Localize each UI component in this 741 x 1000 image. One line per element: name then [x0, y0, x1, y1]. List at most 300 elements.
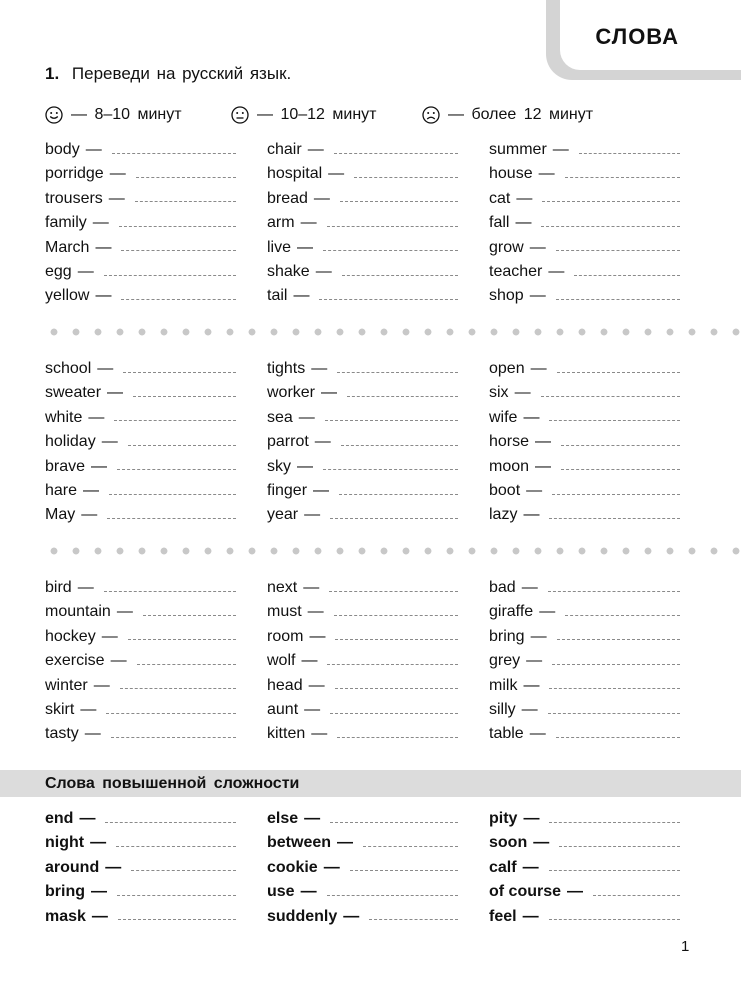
answer-line	[541, 396, 680, 397]
word-text: yellow	[45, 287, 90, 305]
answer-line	[106, 713, 236, 714]
answer-line	[119, 226, 236, 227]
word-text: egg	[45, 263, 72, 280]
word-item	[489, 625, 680, 649]
dotted-separator	[43, 327, 741, 337]
answer-line	[354, 177, 458, 178]
word-text: wife	[489, 408, 518, 426]
word-dash: —	[101, 627, 118, 645]
task-instruction	[45, 64, 291, 84]
word-text: grey	[489, 652, 521, 670]
answer-line	[557, 639, 680, 640]
word-text: giraffe	[489, 603, 534, 621]
word-dash: —	[313, 189, 330, 207]
answer-line	[323, 250, 458, 251]
word-text: feel	[489, 907, 517, 925]
word-item	[45, 211, 236, 235]
word-dash: —	[79, 810, 96, 827]
word-dash: —	[301, 652, 318, 670]
word-dash: —	[337, 834, 354, 852]
answer-line	[120, 688, 236, 689]
word-item	[45, 698, 236, 722]
timing-medium	[231, 104, 376, 126]
word-text: milk	[489, 676, 518, 694]
word-dash: —	[304, 701, 321, 718]
word-item	[267, 880, 458, 904]
answer-line	[350, 870, 458, 871]
word-text: shake	[267, 263, 310, 280]
word-dash: —	[108, 189, 125, 207]
answer-line	[556, 737, 680, 738]
word-text: hospital	[267, 165, 323, 183]
page-title: СЛОВА	[595, 24, 679, 49]
answer-line	[565, 177, 680, 178]
answer-line	[337, 372, 458, 373]
answer-line	[136, 177, 236, 178]
answer-line	[337, 737, 458, 738]
word-text: bread	[267, 189, 308, 207]
word-item	[267, 576, 458, 600]
answer-line	[133, 396, 236, 397]
timing-fast-label: — 8–10 минут	[71, 106, 182, 123]
word-text: six	[489, 384, 509, 402]
word-item	[267, 430, 458, 454]
word-text: shop	[489, 287, 524, 305]
word-text: suddenly	[267, 907, 338, 925]
word-item	[267, 600, 458, 624]
word-item	[267, 649, 458, 673]
answer-line	[128, 445, 236, 446]
word-text: calf	[489, 858, 517, 876]
word-item	[489, 576, 680, 600]
word-text: soon	[489, 834, 528, 852]
answer-line	[329, 591, 458, 592]
word-text: finger	[267, 482, 308, 499]
word-text: table	[489, 725, 524, 743]
word-dash: —	[90, 834, 107, 852]
answer-line	[128, 639, 236, 640]
word-text: between	[267, 834, 332, 852]
word-dash: —	[83, 482, 100, 499]
answer-line	[549, 518, 680, 519]
word-text: silly	[489, 701, 516, 718]
word-dash: —	[323, 858, 340, 876]
word-dash: —	[515, 214, 532, 232]
answer-line	[339, 494, 458, 495]
word-item	[267, 625, 458, 649]
word-item	[489, 381, 680, 405]
word-item	[489, 284, 680, 308]
word-dash: —	[93, 676, 110, 694]
word-item	[267, 856, 458, 880]
word-text: night	[45, 834, 85, 852]
word-item	[45, 600, 236, 624]
word-text: aunt	[267, 701, 299, 718]
word-item	[267, 381, 458, 405]
answer-line	[137, 664, 236, 665]
word-dash: —	[298, 408, 315, 426]
dotted-separator	[43, 546, 741, 556]
word-dash: —	[91, 457, 108, 475]
word-text: open	[489, 360, 525, 377]
word-dash: —	[523, 676, 540, 694]
word-item	[489, 503, 680, 527]
word-item	[267, 479, 458, 503]
word-dash: —	[107, 384, 124, 402]
word-text: live	[267, 238, 292, 256]
word-dash: —	[303, 579, 320, 596]
word-item	[45, 649, 236, 673]
answer-line	[116, 846, 236, 847]
word-text: trousers	[45, 189, 103, 207]
word-text: of course	[489, 883, 562, 901]
advanced-section-header	[0, 770, 741, 797]
word-text: chair	[267, 141, 302, 158]
word-text: body	[45, 141, 80, 158]
word-item	[267, 187, 458, 211]
word-dash: —	[304, 506, 321, 524]
word-text: grow	[489, 238, 524, 256]
word-text: wolf	[267, 652, 296, 670]
word-item	[267, 211, 458, 235]
answer-line	[561, 469, 680, 470]
word-item	[489, 187, 680, 211]
word-item	[489, 698, 680, 722]
word-item	[267, 905, 458, 929]
task-text: Переведи на русский язык.	[71, 64, 292, 83]
answer-line	[549, 420, 680, 421]
word-dash: —	[297, 238, 314, 256]
word-text: May	[45, 506, 76, 524]
word-item	[267, 831, 458, 855]
advanced-section-title: Слова повышенной сложности	[45, 774, 300, 792]
word-text: kitten	[267, 725, 306, 743]
word-dash: —	[535, 457, 552, 475]
answer-line	[548, 713, 680, 714]
word-text: end	[45, 810, 74, 827]
answer-line	[363, 846, 458, 847]
word-item	[489, 479, 680, 503]
word-text: next	[267, 579, 298, 596]
answer-line	[112, 153, 236, 154]
word-text: school	[45, 360, 92, 377]
task-number: 1.	[45, 64, 60, 83]
answer-line	[121, 250, 236, 251]
word-item	[45, 187, 236, 211]
answer-line	[548, 591, 680, 592]
timing-slow-label: — более 12 минут	[448, 106, 594, 123]
word-item	[45, 831, 236, 855]
answer-line	[541, 226, 680, 227]
word-dash: —	[80, 701, 97, 718]
word-item	[45, 406, 236, 430]
word-item	[267, 357, 458, 381]
word-item	[267, 260, 458, 284]
answer-line	[327, 895, 458, 896]
answer-line	[561, 445, 680, 446]
word-text: family	[45, 214, 87, 232]
word-dash: —	[314, 433, 331, 451]
word-dash: —	[109, 165, 126, 183]
word-item	[267, 406, 458, 430]
answer-line	[104, 591, 236, 592]
timing-medium-label: — 10–12 минут	[257, 106, 377, 123]
header-tab	[560, 0, 741, 70]
word-text: exercise	[45, 652, 105, 670]
word-text: sky	[267, 457, 291, 475]
word-dash: —	[523, 408, 540, 426]
word-dash: —	[110, 652, 127, 670]
word-text: hare	[45, 482, 78, 499]
word-dash: —	[77, 263, 94, 280]
word-item	[489, 236, 680, 260]
answer-line	[104, 275, 236, 276]
word-item	[45, 674, 236, 698]
word-dash: —	[95, 287, 112, 305]
word-text: tights	[267, 360, 306, 377]
answer-line	[341, 445, 458, 446]
answer-line	[319, 299, 458, 300]
word-dash: —	[535, 433, 552, 451]
word-item	[267, 674, 458, 698]
word-text: porridge	[45, 165, 104, 183]
word-item	[267, 698, 458, 722]
word-item	[267, 722, 458, 746]
answer-line	[118, 919, 236, 920]
sad-face-icon	[422, 106, 440, 124]
word-text: house	[489, 165, 533, 183]
word-dash: —	[293, 287, 310, 305]
word-text: cookie	[267, 858, 318, 876]
word-dash: —	[105, 858, 122, 876]
word-text: room	[267, 627, 304, 645]
word-dash: —	[552, 141, 569, 158]
answer-line	[347, 396, 458, 397]
word-item	[45, 162, 236, 186]
word-item	[45, 503, 236, 527]
word-dash: —	[313, 482, 330, 499]
word-dash: —	[526, 652, 543, 670]
word-item	[267, 807, 458, 831]
word-dash: —	[523, 810, 540, 827]
word-item	[489, 880, 680, 904]
word-dash: —	[529, 238, 546, 256]
answer-line	[574, 275, 680, 276]
word-dash: —	[95, 238, 112, 256]
answer-line	[143, 615, 236, 616]
answer-line	[369, 919, 458, 920]
answer-line	[549, 919, 680, 920]
answer-line	[549, 870, 680, 871]
word-dash: —	[307, 603, 324, 621]
word-item	[45, 381, 236, 405]
word-dash: —	[307, 141, 324, 158]
word-dash: —	[523, 506, 540, 524]
word-text: must	[267, 603, 302, 621]
answer-line	[117, 469, 236, 470]
word-text: holiday	[45, 433, 96, 451]
word-dash: —	[526, 482, 543, 499]
word-dash: —	[88, 408, 105, 426]
answer-line	[111, 737, 236, 738]
word-item	[267, 455, 458, 479]
word-text: cat	[489, 189, 511, 207]
word-dash: —	[328, 165, 345, 183]
word-item	[45, 722, 236, 746]
answer-line	[593, 895, 680, 896]
word-text: hockey	[45, 627, 96, 645]
word-item	[489, 430, 680, 454]
word-item	[267, 236, 458, 260]
page-number: 1	[681, 938, 690, 955]
word-item	[45, 625, 236, 649]
word-dash: —	[548, 263, 565, 280]
word-item	[489, 138, 680, 162]
word-dash: —	[308, 676, 325, 694]
word-dash: —	[315, 263, 332, 280]
word-item	[489, 600, 680, 624]
word-text: bird	[45, 579, 72, 596]
answer-line	[552, 664, 680, 665]
answer-line	[123, 372, 236, 373]
word-item	[267, 138, 458, 162]
word-item	[489, 455, 680, 479]
timing-fast	[45, 104, 182, 126]
word-text: bring	[489, 627, 525, 645]
word-text: parrot	[267, 433, 309, 451]
word-item	[267, 284, 458, 308]
word-text: horse	[489, 433, 530, 451]
word-text: skirt	[45, 701, 75, 718]
word-item	[489, 260, 680, 284]
word-dash: —	[116, 603, 133, 621]
timing-slow	[422, 104, 593, 126]
word-item	[45, 576, 236, 600]
word-item	[489, 856, 680, 880]
word-text: moon	[489, 457, 530, 475]
word-text: lazy	[489, 506, 518, 524]
answer-line	[556, 250, 680, 251]
word-item	[45, 880, 236, 904]
word-text: white	[45, 408, 83, 426]
word-item	[45, 430, 236, 454]
word-dash: —	[311, 725, 328, 743]
word-dash: —	[521, 701, 538, 718]
word-text: use	[267, 883, 295, 901]
answer-line	[323, 469, 458, 470]
word-dash: —	[297, 457, 313, 475]
word-dash: —	[304, 810, 321, 827]
word-text: boot	[489, 482, 521, 499]
word-item	[489, 905, 680, 929]
answer-line	[325, 420, 458, 421]
word-dash: —	[529, 287, 546, 305]
word-text: fall	[489, 214, 510, 232]
word-item	[489, 649, 680, 673]
word-item	[267, 162, 458, 186]
word-item	[489, 406, 680, 430]
word-item	[45, 905, 236, 929]
smile-face-icon	[45, 106, 63, 124]
word-dash: —	[91, 883, 107, 901]
answer-line	[105, 822, 236, 823]
answer-line	[107, 518, 236, 519]
answer-line	[121, 299, 236, 300]
word-item	[489, 357, 680, 381]
answer-line	[330, 713, 458, 714]
word-text: brave	[45, 457, 86, 475]
word-dash: —	[516, 189, 533, 207]
word-text: mask	[45, 907, 86, 925]
word-dash: —	[533, 834, 550, 852]
word-dash: —	[529, 725, 546, 743]
word-item	[45, 479, 236, 503]
word-dash: —	[539, 603, 556, 621]
answer-line	[109, 494, 236, 495]
answer-line	[549, 822, 680, 823]
word-item	[45, 260, 236, 284]
word-text: tail	[267, 287, 288, 305]
word-text: March	[45, 238, 90, 256]
answer-line	[335, 639, 458, 640]
word-dash: —	[530, 627, 547, 645]
word-text: mountain	[45, 603, 111, 621]
answer-line	[552, 494, 680, 495]
word-item	[489, 807, 680, 831]
word-dash: —	[522, 907, 539, 925]
word-text: arm	[267, 214, 295, 232]
answer-line	[327, 664, 458, 665]
word-text: else	[267, 810, 299, 827]
answer-line	[330, 822, 458, 823]
word-item	[489, 162, 680, 186]
word-dash: —	[321, 384, 338, 402]
word-dash: —	[300, 214, 317, 232]
answer-line	[557, 372, 680, 373]
word-dash: —	[343, 907, 360, 925]
word-dash: —	[521, 579, 538, 596]
word-item	[489, 831, 680, 855]
word-dash: —	[309, 627, 326, 645]
neutral-face-icon	[231, 106, 249, 124]
answer-line	[342, 275, 458, 276]
answer-line	[549, 688, 680, 689]
word-dash: —	[84, 725, 101, 743]
word-text: pity	[489, 810, 518, 827]
word-item	[45, 357, 236, 381]
word-item	[489, 211, 680, 235]
answer-line	[542, 201, 680, 202]
word-item	[489, 722, 680, 746]
answer-line	[131, 870, 236, 871]
word-item	[267, 503, 458, 527]
word-text: worker	[267, 384, 316, 402]
word-text: year	[267, 506, 299, 524]
word-dash: —	[101, 433, 118, 451]
word-text: bad	[489, 579, 516, 596]
word-dash: —	[91, 907, 108, 925]
word-dash: —	[538, 165, 555, 183]
word-dash: —	[522, 858, 539, 876]
word-dash: —	[77, 579, 94, 596]
word-item	[489, 674, 680, 698]
word-dash: —	[81, 506, 98, 524]
answer-line	[114, 420, 236, 421]
answer-line	[565, 615, 680, 616]
word-dash: —	[514, 384, 531, 402]
answer-line	[340, 201, 458, 202]
word-text: summer	[489, 141, 547, 158]
